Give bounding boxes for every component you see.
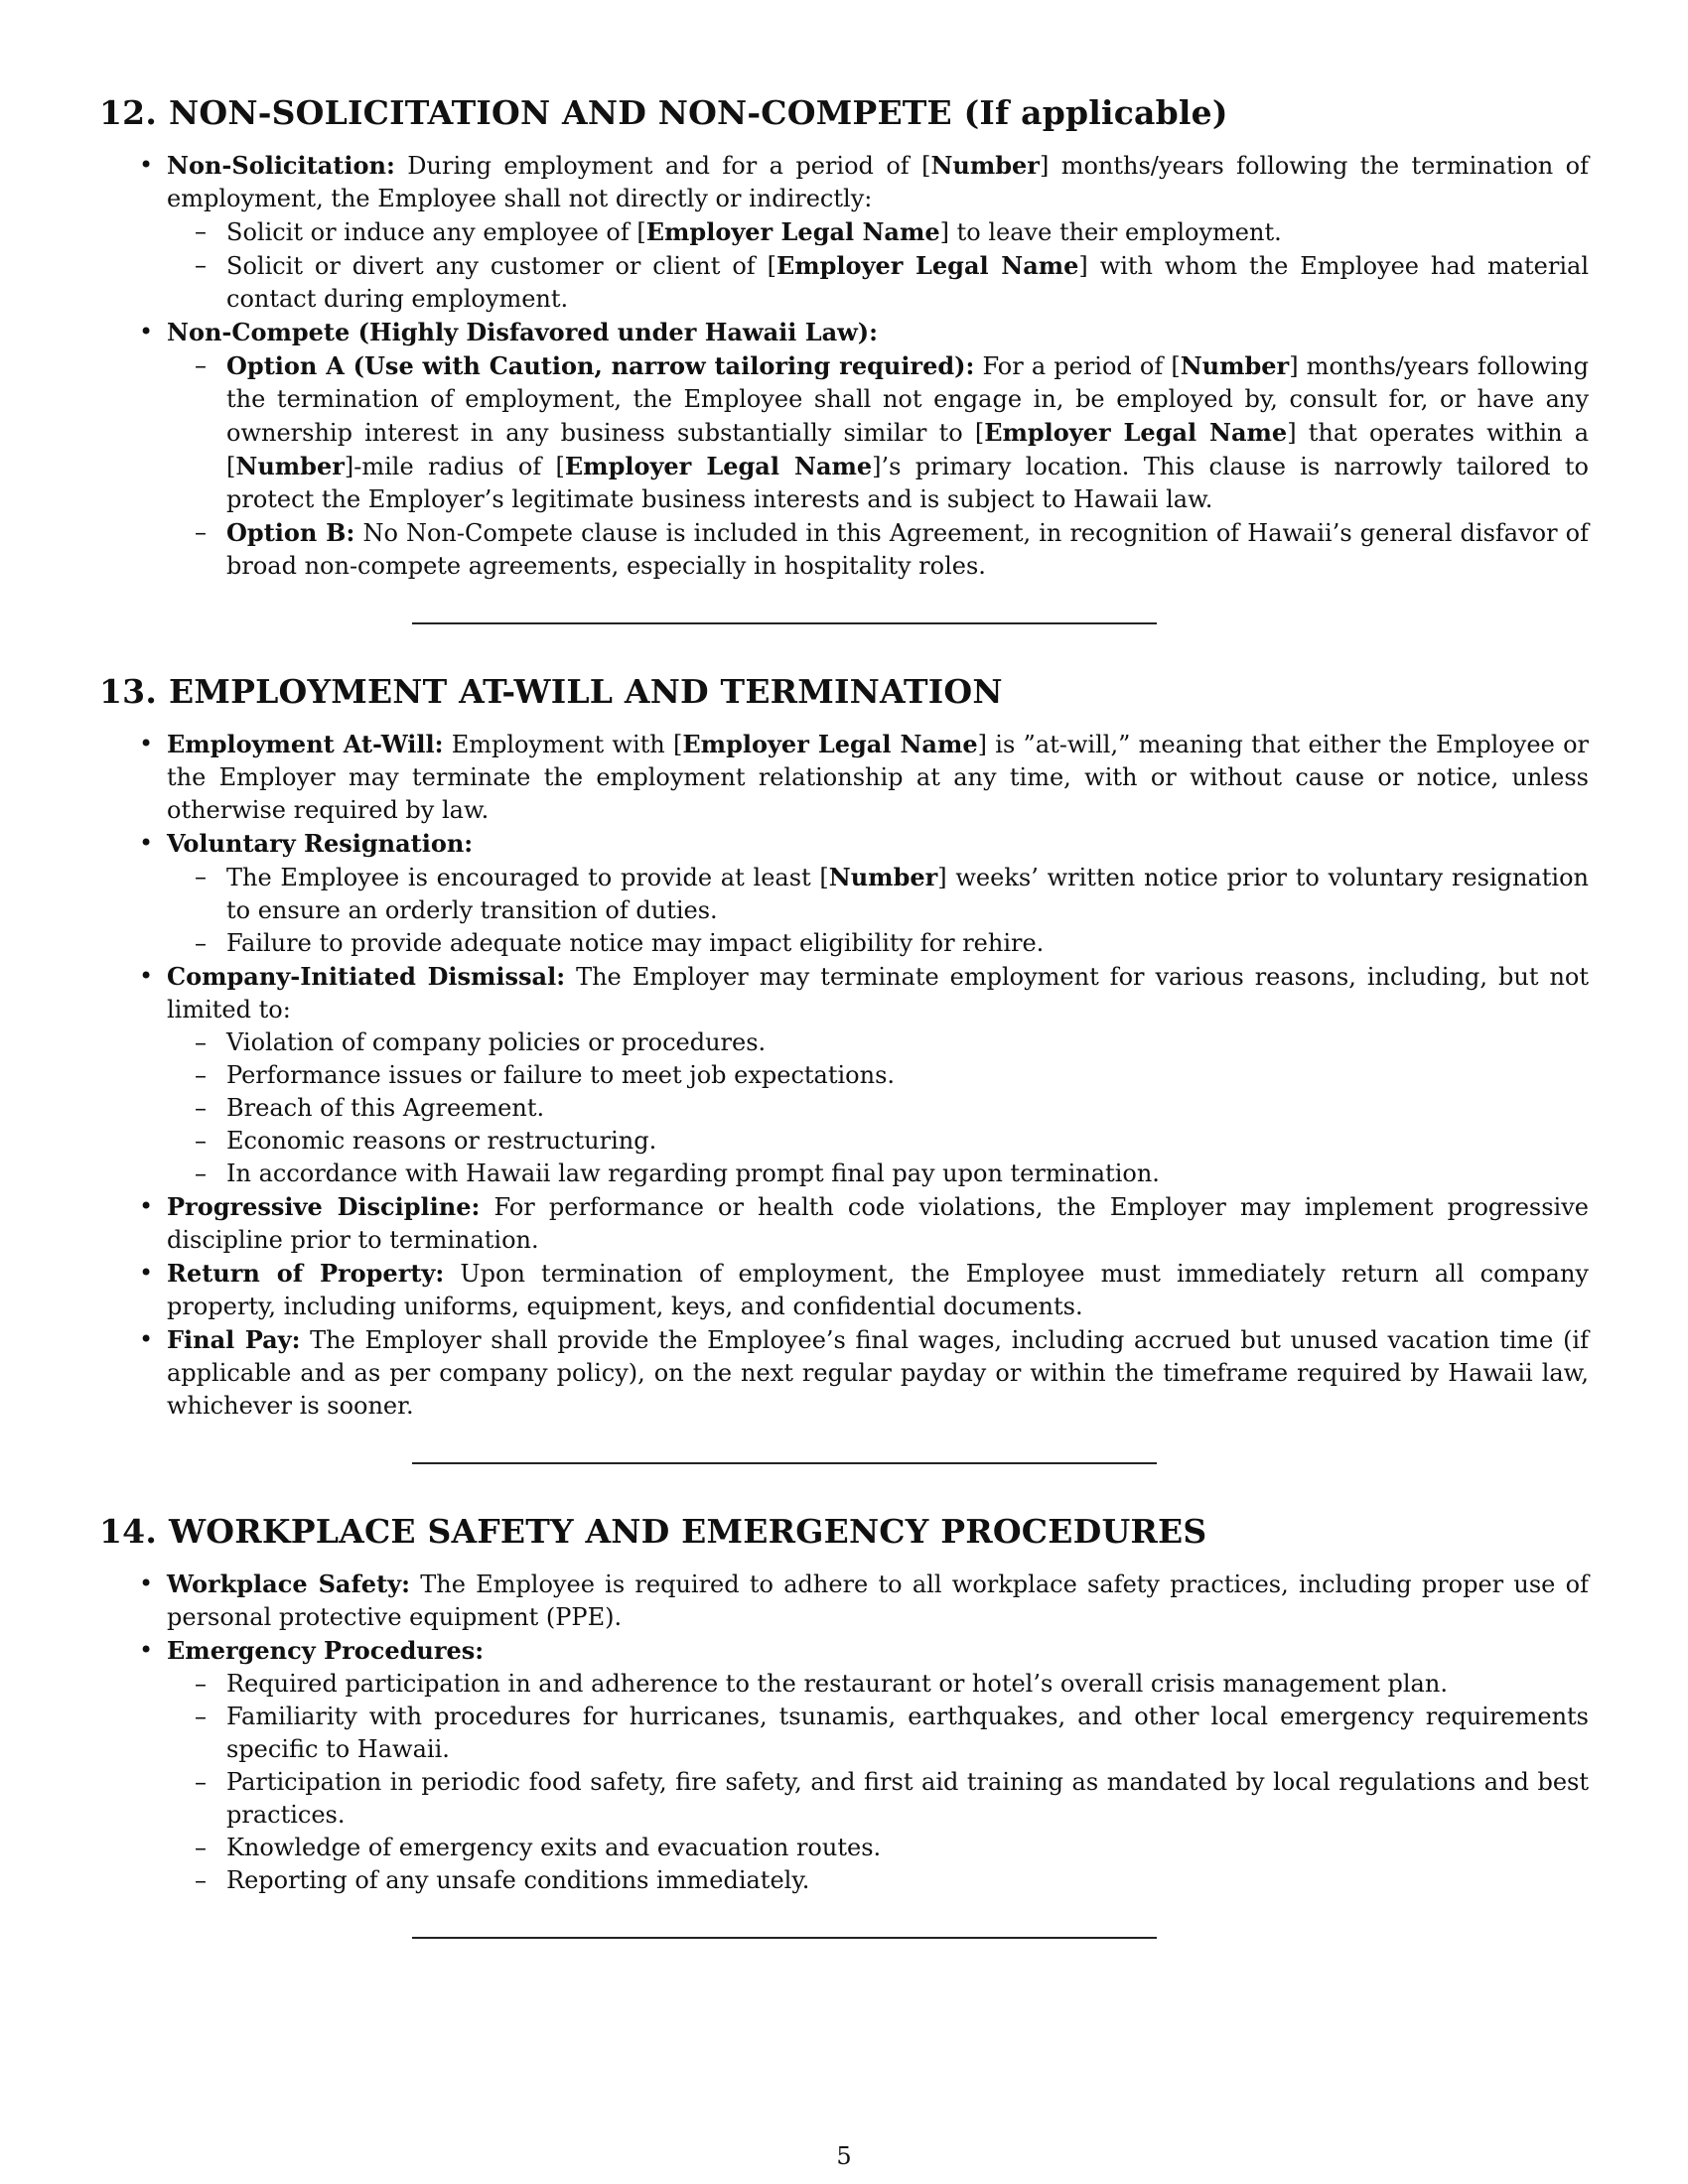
sub-item-text: Solicit or induce any employee of [ — [226, 218, 646, 246]
item-label: Voluntary Resignation: — [167, 829, 474, 858]
sub-item-text: The Employee is encouraged to provide at least [ — [226, 864, 829, 891]
item-label: Non-Compete (Highly Disfavored under Hawaii Law): — [167, 318, 879, 346]
item-label: Return of Property: — [167, 1259, 445, 1288]
sub-item: – Economic reasons or restructuring. — [167, 1125, 1589, 1158]
sub-item-text: ] to leave their employment. — [939, 218, 1282, 246]
item-label: Final Pay: — [167, 1325, 301, 1354]
item-text: During employment and for a period of [ — [407, 152, 931, 180]
list-item-non-solicitation — [99, 149, 1589, 316]
list-item-return-property — [99, 1257, 1589, 1323]
item-text: For performance or health code violations, the Employer may implement progressive discipline prior to termination. — [167, 1193, 1589, 1254]
list-item-final-pay — [99, 1323, 1589, 1423]
sub-item-text: ] weeks’ written notice prior to voluntary resignation to ensure an orderly transition of duties. — [226, 864, 1589, 924]
option-label: Option A (Use with Caution, narrow tailoring required): — [226, 351, 975, 380]
sub-item: – Reporting of any unsafe conditions immediately. — [167, 1864, 1589, 1897]
placeholder-number: Number — [828, 863, 938, 891]
sub-list — [167, 215, 1589, 316]
section-14 — [99, 1510, 1589, 1897]
placeholder-employer: Employer Legal Name — [564, 452, 873, 480]
sub-item-text: No Non-Compete clause is included in this Agreement, in recognition of Hawaii’s general disfavor of broad non-compete agreements, especially in hospitality roles. — [226, 519, 1589, 580]
sub-item: – Breach of this Agreement. — [167, 1092, 1589, 1125]
list-item-at-will — [99, 728, 1589, 827]
sub-item: – Performance issues or failure to meet job expectations. — [167, 1059, 1589, 1092]
placeholder-employer: Employer Legal Name — [775, 251, 1079, 280]
section-heading — [99, 1510, 1589, 1554]
sub-item-text: For a period of [ — [982, 352, 1181, 380]
item-label: Company-Initiated Dismissal: — [167, 962, 566, 991]
section-title: EMPLOYMENT AT-WILL AND TERMINATION — [169, 672, 1003, 711]
list-item-resignation — [99, 827, 1589, 960]
list-item-dismissal — [99, 960, 1589, 1190]
sub-item-option-a — [167, 349, 1589, 516]
sub-item-text: ]-mile radius of [ — [344, 453, 565, 480]
item-text: ] months/years following the termination of employment, the Employee shall not directly or indirectly: — [167, 152, 1590, 212]
item-label: Non-Solicitation: — [167, 151, 395, 180]
item-label: Workplace Safety: — [167, 1570, 410, 1598]
document-page — [99, 91, 1589, 1984]
horizontal-rule — [412, 1937, 1157, 1939]
sub-list — [167, 1026, 1589, 1190]
placeholder-employer: Employer Legal Name — [984, 418, 1288, 447]
section-number: 12. — [99, 93, 158, 132]
section-12 — [99, 91, 1589, 583]
sub-item: – Participation in periodic food safety, fire safety, and first aid training as mandated by local regulations and best practices. — [167, 1766, 1589, 1832]
sub-item-text: ] that operates within a [ — [226, 419, 1590, 480]
horizontal-rule — [412, 1462, 1157, 1464]
sub-item-option-b — [167, 516, 1589, 583]
item-text: ] is ”at-will,” meaning that either the Employee or the Employer may terminate the employment relationship at any time, with or without cause or notice, unless otherwise required by law. — [167, 731, 1589, 824]
item-text: The Employee is required to adhere to all workplace safety practices, including proper use of personal protective equipment (PPE). — [167, 1570, 1589, 1631]
sub-item — [167, 249, 1589, 316]
sub-item — [167, 215, 1589, 249]
list-item-discipline — [99, 1190, 1589, 1257]
item-label: Emergency Procedures: — [167, 1636, 485, 1665]
section-13 — [99, 670, 1589, 1423]
horizontal-rule — [412, 622, 1157, 624]
sub-list — [167, 349, 1589, 583]
sub-item: – Violation of company policies or procedures. — [167, 1026, 1589, 1059]
item-text: Employment with [ — [451, 731, 683, 758]
item-label: Progressive Discipline: — [167, 1192, 481, 1221]
sub-item — [167, 861, 1589, 927]
item-text: Upon termination of employment, the Employee must immediately return all company property, including uniforms, equipment, keys, and confidential documents. — [167, 1260, 1589, 1320]
sub-item: – Knowledge of emergency exits and evacuation routes. — [167, 1832, 1589, 1864]
section-number: 14. — [99, 1512, 158, 1551]
sub-item-text: Solicit or divert any customer or client of [ — [226, 252, 776, 280]
section-heading — [99, 670, 1589, 714]
list-item-emergency — [99, 1634, 1589, 1897]
sub-item: – Required participation in and adherence to the restaurant or hotel’s overall crisis management plan. — [167, 1668, 1589, 1701]
bullet-list — [99, 149, 1589, 583]
sub-item: – In accordance with Hawaii law regarding prompt final pay upon termination. — [167, 1158, 1589, 1190]
sub-item-text: ] with whom the Employee had material contact during employment. — [226, 252, 1590, 313]
page-number: 5 — [836, 2142, 852, 2170]
sub-item-text: ] months/years following the termination of employment, the Employee shall not engage in, be employed by, consult for, or have any ownership interest in any business substantially similar to [ — [226, 352, 1589, 447]
list-item-non-compete — [99, 316, 1589, 583]
placeholder-number: Number — [930, 151, 1040, 180]
placeholder-number: Number — [235, 452, 345, 480]
sub-item: – Familiarity with procedures for hurricanes, tsunamis, earthquakes, and other local emergency requirements specific to Hawaii. — [167, 1701, 1589, 1766]
option-label: Option B: — [226, 518, 355, 547]
sub-item: – Failure to provide adequate notice may impact eligibility for rehire. — [167, 927, 1589, 960]
item-label: Employment At-Will: — [167, 730, 444, 758]
sub-list — [167, 1668, 1589, 1897]
bullet-list — [99, 1568, 1589, 1897]
bullet-list — [99, 728, 1589, 1423]
item-text: The Employer shall provide the Employee’s final wages, including accrued but unused vacation time (if applicable and as per company policy), on the next regular payday or within the timeframe required by Hawaii law, whichever is sooner. — [167, 1326, 1589, 1420]
section-number: 13. — [99, 672, 158, 711]
placeholder-number: Number — [1180, 351, 1290, 380]
section-title: WORKPLACE SAFETY AND EMERGENCY PROCEDURES — [169, 1512, 1207, 1551]
sub-item-text: ]’s primary location. This clause is narrowly tailored to protect the Employer’s legitimate business interests and is subject to Hawaii law. — [226, 453, 1589, 513]
placeholder-employer: Employer Legal Name — [682, 730, 978, 758]
sub-list — [167, 861, 1589, 960]
item-text: The Employer may terminate employment for various reasons, including, but not limited to: — [167, 963, 1589, 1024]
list-item-workplace-safety — [99, 1568, 1589, 1634]
section-title: NON-SOLICITATION AND NON-COMPETE (If applicable) — [169, 93, 1228, 132]
placeholder-employer: Employer Legal Name — [645, 217, 940, 246]
section-heading — [99, 91, 1589, 135]
